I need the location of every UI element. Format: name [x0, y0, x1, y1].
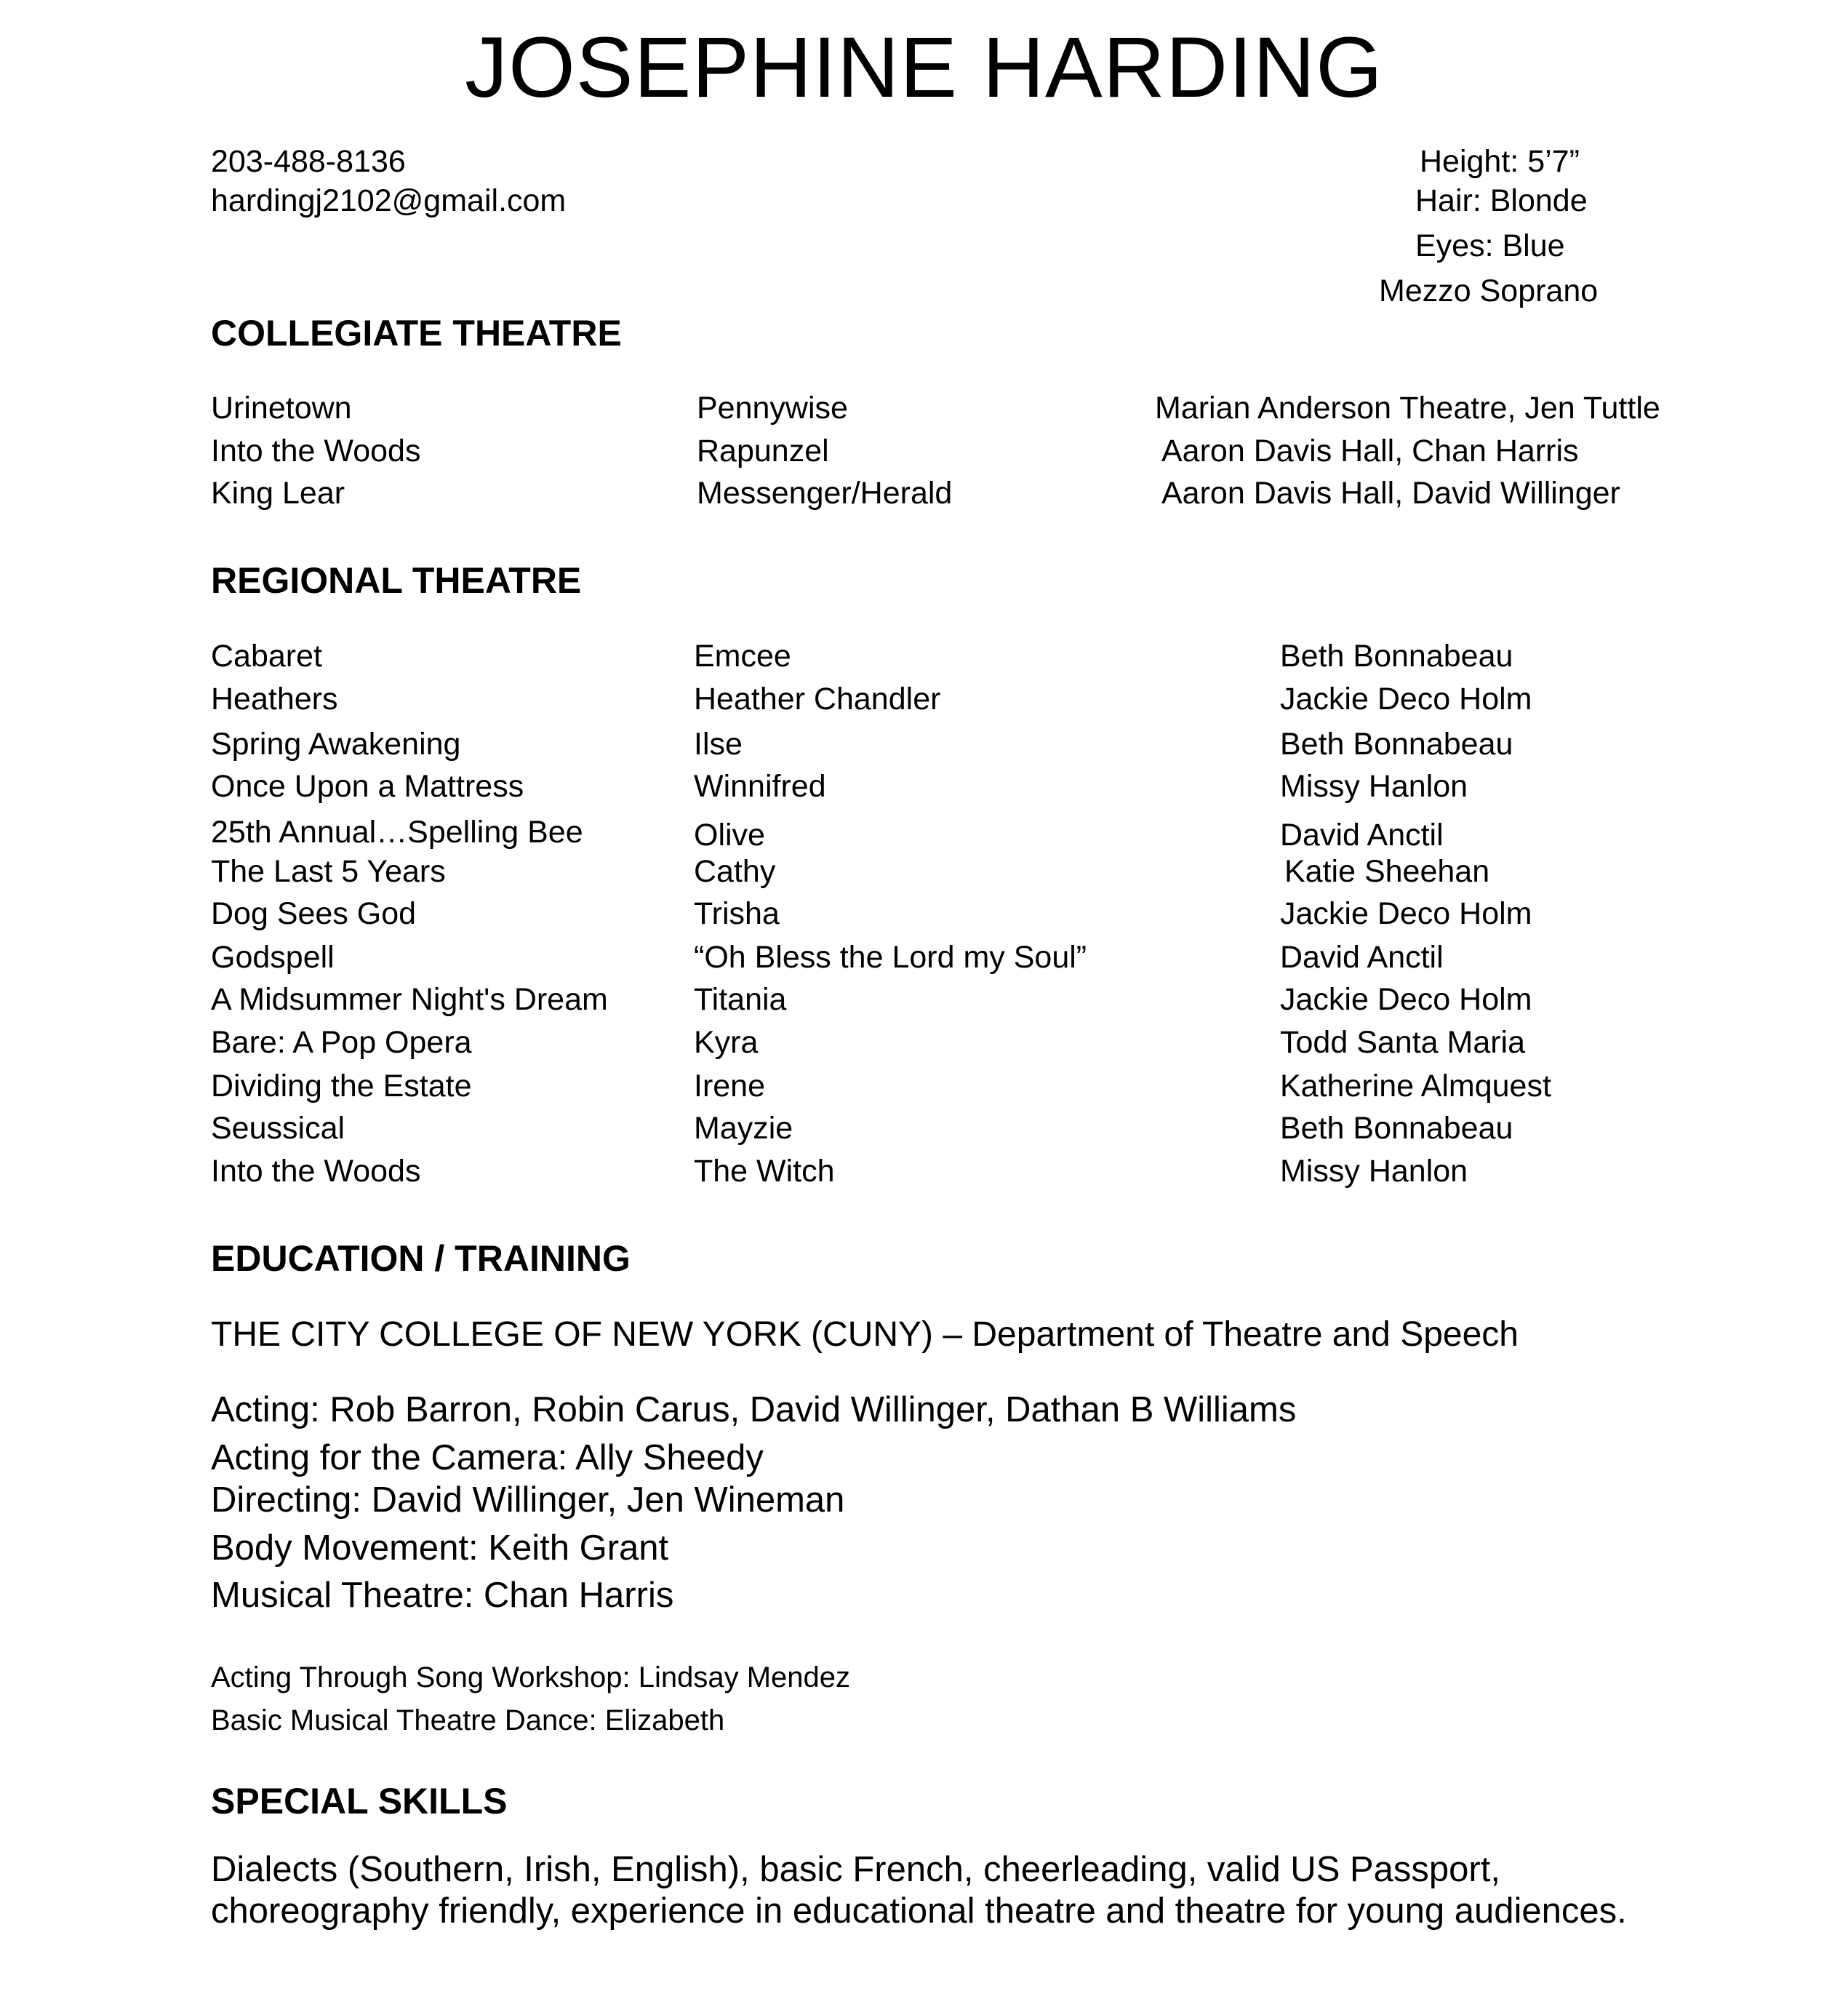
- credit-director: Beth Bonnabeau: [1280, 727, 1513, 762]
- credit-role: Mayzie: [694, 1111, 793, 1146]
- collegiate-theatre-heading: COLLEGIATE THEATRE: [211, 313, 622, 354]
- credit-director: Missy Hanlon: [1280, 1154, 1468, 1189]
- credit-director: Katherine Almquest: [1280, 1069, 1551, 1104]
- credit-show: Dog Sees God: [211, 896, 417, 931]
- special-skills-heading: SPECIAL SKILLS: [211, 1781, 508, 1822]
- credit-show: Cabaret: [211, 639, 322, 674]
- credit-show: Into the Woods: [211, 1154, 421, 1189]
- credit-director: David Anctil: [1280, 940, 1444, 975]
- credit-show: Once Upon a Mattress: [211, 769, 524, 804]
- credit-role: Olive: [694, 818, 765, 853]
- credit-show: Urinetown: [211, 391, 352, 426]
- credit-director: Katie Sheehan: [1284, 854, 1490, 889]
- credit-role: Emcee: [694, 639, 791, 674]
- credit-show: King Lear: [211, 476, 345, 511]
- credit-show: Spring Awakening: [211, 727, 461, 762]
- credit-show: Godspell: [211, 940, 335, 975]
- credit-show: 25th Annual…Spelling Bee: [211, 815, 583, 850]
- credit-show: Into the Woods: [211, 434, 421, 468]
- credit-director: Jackie Deco Holm: [1280, 896, 1532, 931]
- credit-role: Winnifred: [694, 769, 826, 804]
- credit-role: Messenger/Herald: [697, 476, 953, 511]
- credit-role: The Witch: [694, 1154, 835, 1189]
- school-name: THE CITY COLLEGE OF NEW YORK (CUNY) – Department of Theatre and Speech: [211, 1315, 1519, 1354]
- special-skills-text: Dialects (Southern, Irish, English), basic French, cheerleading, valid US Passport, choreography friendly, experience in educational theatre and theatre for young audiences.: [211, 1850, 1627, 1931]
- credit-venue: Aaron Davis Hall, Chan Harris: [1161, 434, 1579, 468]
- credit-director: Jackie Deco Holm: [1280, 682, 1532, 717]
- credit-role: Titania: [694, 982, 787, 1017]
- credit-show: A Midsummer Night's Dream: [211, 982, 608, 1017]
- phone-number: 203-488-8136: [211, 144, 406, 179]
- credit-role: “Oh Bless the Lord my Soul”: [694, 940, 1087, 975]
- credit-show: Heathers: [211, 682, 338, 717]
- credit-role: Irene: [694, 1069, 766, 1104]
- credit-director: David Anctil: [1280, 818, 1444, 853]
- credit-director: Beth Bonnabeau: [1280, 1111, 1513, 1146]
- credit-role: Cathy: [694, 854, 776, 889]
- workshop-item: Acting Through Song Workshop: Lindsay Mendez: [211, 1661, 851, 1693]
- credit-role: Pennywise: [697, 391, 848, 426]
- credit-venue: Aaron Davis Hall, David Willinger: [1161, 476, 1620, 511]
- credit-show: The Last 5 Years: [211, 854, 446, 889]
- email-address: hardingj2102@gmail.com: [211, 183, 567, 218]
- training-item: Acting for the Camera: Ally Sheedy: [211, 1438, 764, 1477]
- credit-show: Seussical: [211, 1111, 345, 1146]
- credit-director: Missy Hanlon: [1280, 769, 1468, 804]
- credit-role: Rapunzel: [697, 434, 829, 468]
- eyes-stat: Eyes: Blue: [1415, 228, 1565, 263]
- training-item: Body Movement: Keith Grant: [211, 1528, 669, 1568]
- credit-role: Heather Chandler: [694, 682, 941, 717]
- credit-director: Beth Bonnabeau: [1280, 639, 1513, 674]
- training-item: Directing: David Willinger, Jen Wineman: [211, 1480, 845, 1520]
- applicant-name: JOSEPHINE HARDING: [465, 20, 1383, 116]
- credit-director: Todd Santa Maria: [1280, 1025, 1526, 1060]
- hair-stat: Hair: Blonde: [1415, 183, 1588, 218]
- credit-venue: Marian Anderson Theatre, Jen Tuttle: [1155, 391, 1660, 426]
- education-heading: EDUCATION / TRAINING: [211, 1238, 631, 1279]
- training-item: Acting: Rob Barron, Robin Carus, David Willinger, Dathan B Williams: [211, 1390, 1297, 1429]
- height-stat: Height: 5’7”: [1420, 144, 1580, 179]
- credit-role: Kyra: [694, 1025, 759, 1060]
- credit-show: Bare: A Pop Opera: [211, 1025, 472, 1060]
- credit-role: Ilse: [694, 727, 743, 762]
- credit-show: Dividing the Estate: [211, 1069, 472, 1104]
- voice-type: Mezzo Soprano: [1379, 274, 1599, 308]
- credit-role: Trisha: [694, 896, 780, 931]
- credit-director: Jackie Deco Holm: [1280, 982, 1532, 1017]
- workshop-item: Basic Musical Theatre Dance: Elizabeth: [211, 1704, 725, 1736]
- regional-theatre-heading: REGIONAL THEATRE: [211, 560, 582, 601]
- training-item: Musical Theatre: Chan Harris: [211, 1576, 674, 1615]
